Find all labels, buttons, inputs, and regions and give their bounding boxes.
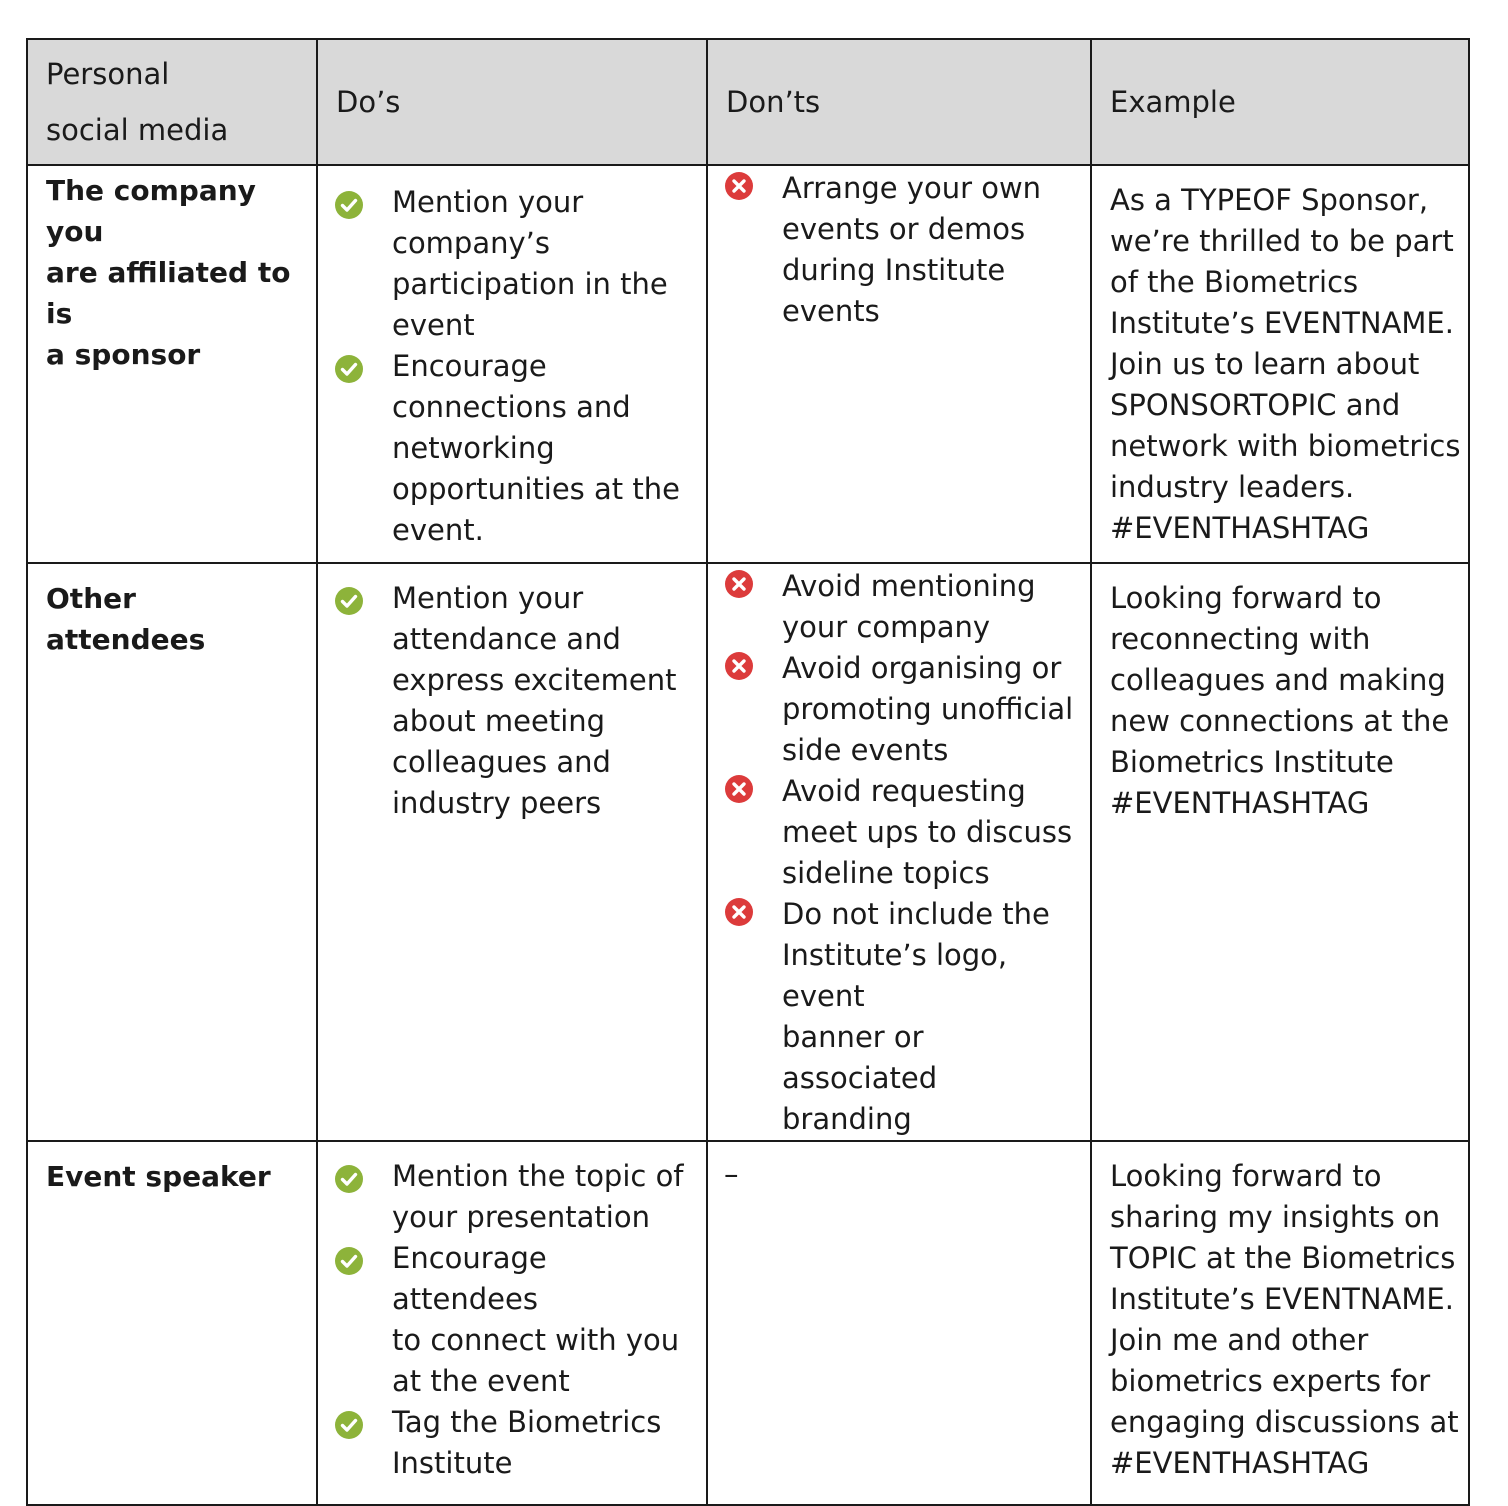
example-line: Institute’s EVENTNAME. — [1110, 1282, 1454, 1316]
header-dos: Do’s — [317, 39, 707, 165]
item-text-line: Avoid requesting — [782, 774, 1026, 808]
x-circle-icon — [725, 652, 753, 680]
do-item — [318, 1238, 706, 1402]
item-text-line: Institute — [392, 1446, 513, 1480]
check-circle-icon — [335, 1165, 363, 1193]
item-text-line: Mention the topic of — [392, 1159, 684, 1193]
example-line: TOPIC at the Biometrics — [1110, 1241, 1456, 1275]
item-text-line: about meeting — [392, 704, 606, 738]
x-circle-icon — [725, 775, 753, 803]
table-row — [27, 165, 1469, 563]
row-label-line: a sponsor — [46, 338, 201, 371]
item-text-line: company’s — [392, 226, 550, 260]
item-text-line: meet ups to discuss — [782, 815, 1073, 849]
example-line: Join me and other — [1110, 1323, 1369, 1357]
dos-cell — [317, 165, 707, 563]
dont-item — [708, 894, 1090, 1140]
example-line: SPONSORTOPIC and — [1110, 388, 1401, 422]
header-line: social media — [46, 113, 229, 147]
item-text-line: Tag the Biometrics — [392, 1405, 662, 1439]
example-line: Looking forward to — [1110, 1159, 1382, 1193]
row-label-line: are affiliated to is — [46, 256, 291, 330]
donts-cell — [707, 165, 1091, 563]
example-line: Join us to learn about — [1110, 347, 1420, 381]
row-label — [27, 563, 317, 1141]
dont-item — [708, 648, 1090, 771]
item-text-line: during Institute — [782, 253, 1006, 287]
do-item — [318, 1402, 706, 1484]
example-line: sharing my insights on — [1110, 1200, 1441, 1234]
example-cell — [1091, 165, 1469, 563]
example-text — [1092, 166, 1468, 549]
dont-item — [708, 771, 1090, 894]
example-line: of the Biometrics — [1110, 265, 1359, 299]
do-item — [318, 346, 706, 551]
row-label — [27, 165, 317, 563]
example-line: network with biometrics — [1110, 429, 1461, 463]
item-text-line: express excitement — [392, 663, 677, 697]
dos-list — [318, 1142, 706, 1484]
check-circle-icon — [335, 1247, 363, 1275]
item-text-line: events — [782, 294, 880, 328]
header-personal-social-media — [27, 39, 317, 165]
item-text-line: Arrange your own — [782, 171, 1042, 205]
header-donts: Don’ts — [707, 39, 1091, 165]
donts-cell — [707, 1141, 1091, 1505]
item-text-line: Encourage — [392, 349, 547, 383]
dont-item — [708, 566, 1090, 648]
do-item — [318, 578, 706, 824]
dos-cell — [317, 563, 707, 1141]
example-line: Biometrics Institute — [1110, 745, 1394, 779]
row-label-line: Event speaker — [46, 1160, 271, 1193]
donts-list — [708, 564, 1090, 1140]
check-circle-icon — [335, 191, 363, 219]
item-text-line: connections and — [392, 390, 631, 424]
check-circle-icon — [335, 1411, 363, 1439]
item-text-line: events or demos — [782, 212, 1026, 246]
row-label-line: Other attendees — [46, 582, 206, 656]
example-text — [1092, 1142, 1468, 1484]
item-text-line: event — [392, 308, 475, 342]
dos-list — [318, 564, 706, 824]
item-text-line: Mention your — [392, 185, 584, 219]
item-text-line: branding — [782, 1102, 912, 1136]
x-circle-icon — [725, 898, 753, 926]
x-circle-icon — [725, 172, 753, 200]
do-item — [318, 1156, 706, 1238]
example-line: new connections at the — [1110, 704, 1450, 738]
item-text-line: colleagues and — [392, 745, 611, 779]
item-text-line: promoting unofficial — [782, 692, 1074, 726]
item-text-line: Institute’s logo, event — [782, 938, 1008, 1013]
example-line: colleagues and making — [1110, 663, 1446, 697]
example-line: biometrics experts for — [1110, 1364, 1431, 1398]
donts-list — [708, 166, 1090, 332]
item-text-line: Avoid mentioning — [782, 569, 1036, 603]
row-label-line: The company you — [46, 174, 256, 248]
item-text-line: to connect with you — [392, 1323, 680, 1357]
item-text-line: industry peers — [392, 786, 602, 820]
item-text-line: at the event — [392, 1364, 570, 1398]
row-label — [27, 1141, 317, 1505]
item-text-line: Encourage attendees — [392, 1241, 547, 1316]
donts-cell — [707, 563, 1091, 1141]
table-row — [27, 1141, 1469, 1505]
example-cell — [1091, 563, 1469, 1141]
item-text-line: participation in the — [392, 267, 668, 301]
example-line: #EVENTHASHTAG — [1110, 511, 1370, 545]
item-text-line: opportunities at the — [392, 472, 680, 506]
item-text-line: your presentation — [392, 1200, 650, 1234]
example-line: reconnecting with — [1110, 622, 1371, 656]
example-cell — [1091, 1141, 1469, 1505]
dos-cell — [317, 1141, 707, 1505]
item-text-line: networking — [392, 431, 555, 465]
example-line: we’re thrilled to be part — [1110, 224, 1454, 258]
do-item — [318, 182, 706, 346]
check-circle-icon — [335, 587, 363, 615]
header-row — [27, 39, 1469, 165]
example-line: Institute’s EVENTNAME. — [1110, 306, 1454, 340]
example-text — [1092, 564, 1468, 824]
item-text-line: attendance and — [392, 622, 621, 656]
item-text-line: event. — [392, 513, 484, 547]
example-line: engaging discussions at — [1110, 1405, 1459, 1439]
example-line: Looking forward to — [1110, 581, 1382, 615]
example-line: #EVENTHASHTAG — [1110, 786, 1370, 820]
header-line: Personal — [46, 57, 170, 91]
header-example: Example — [1091, 39, 1469, 165]
table-row — [27, 563, 1469, 1141]
dos-list — [318, 166, 706, 551]
social-media-guidelines-table — [26, 38, 1470, 1506]
example-line: industry leaders. — [1110, 470, 1355, 504]
check-circle-icon — [335, 355, 363, 383]
item-text-line: your company — [782, 610, 991, 644]
item-text-line: sideline topics — [782, 856, 990, 890]
item-text-line: banner or associated — [782, 1020, 938, 1095]
empty-dash: – — [724, 1157, 739, 1191]
x-circle-icon — [725, 570, 753, 598]
dont-item — [708, 168, 1090, 332]
item-text-line: Mention your — [392, 581, 584, 615]
example-line: As a TYPEOF Sponsor, — [1110, 183, 1429, 217]
example-line: #EVENTHASHTAG — [1110, 1446, 1370, 1480]
item-text-line: side events — [782, 733, 949, 767]
item-text-line: Avoid organising or — [782, 651, 1062, 685]
item-text-line: Do not include the — [782, 897, 1050, 931]
